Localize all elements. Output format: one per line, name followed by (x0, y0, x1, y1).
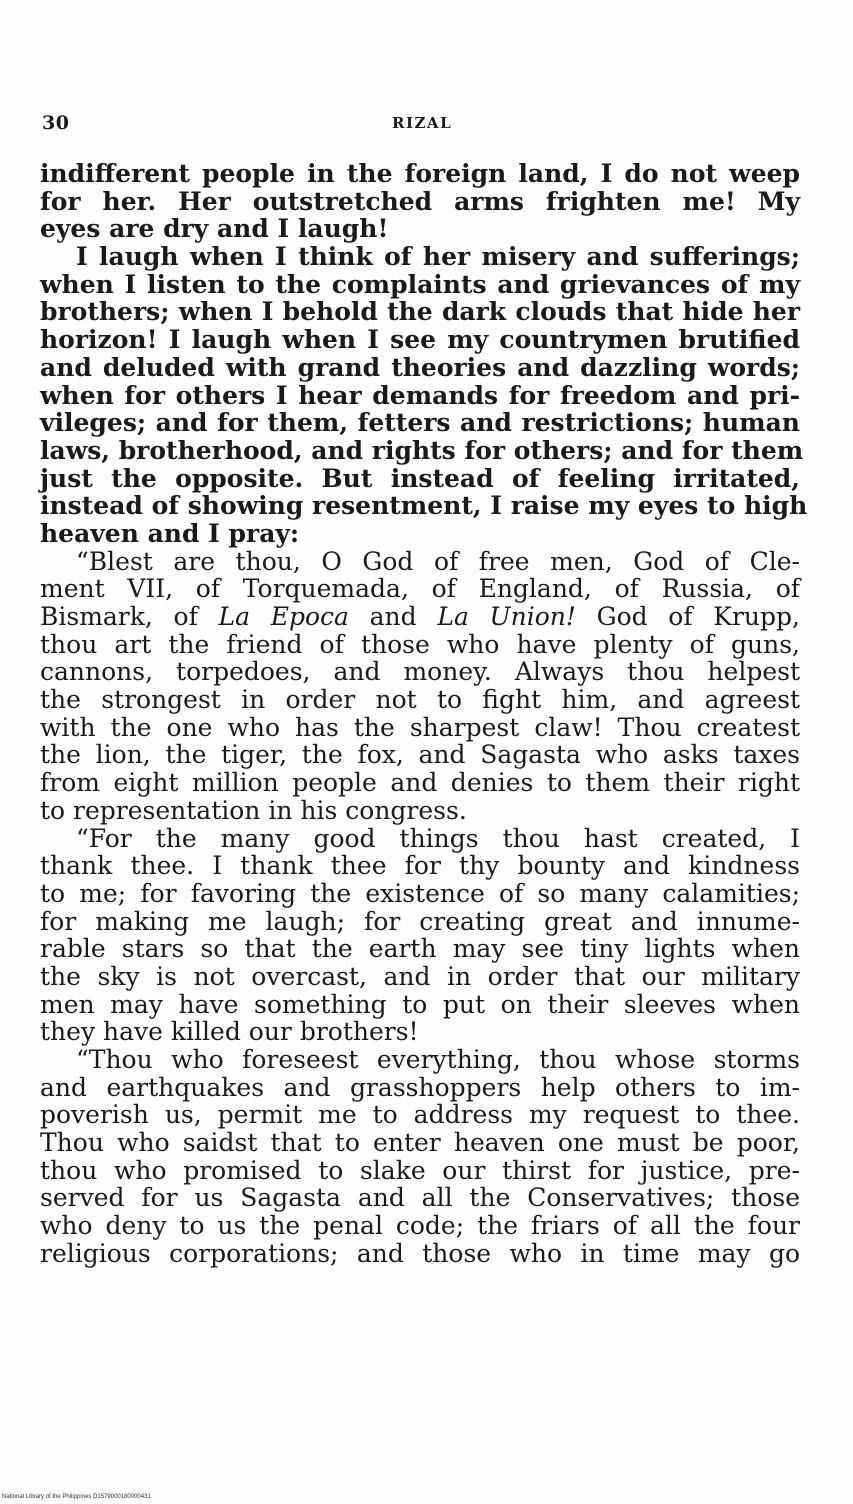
page-number: 30 (42, 112, 70, 134)
text-line: laws, brotherhood, and rights for others; and for them (40, 435, 804, 465)
text-line: they have killed our brothers! (40, 1017, 419, 1047)
text-line: thou art the friend of those who have plenty of guns, (40, 629, 800, 659)
text-line: eyes are dry and I laugh! (40, 214, 389, 244)
text-line: rable stars so that the earth may see tiny lights when (40, 934, 800, 964)
text-line: poverish us, permit me to address my request to thee. (40, 1100, 800, 1130)
text-line: cannons, torpedoes, and money. Always thou helpest (40, 657, 800, 687)
text-line: the lion, the tiger, the fox, and Sagasta who asks taxes (40, 740, 800, 770)
text-line: when for others I hear demands for freedom and pri- (40, 380, 800, 410)
text-line: for her. Her outstretched arms frighten me! My (40, 186, 800, 216)
scan-credit: National Library of the Philippines D1579000180000431 (2, 1494, 151, 1500)
text-line: who deny to us the penal code; the friars of all the four (40, 1211, 800, 1241)
paragraph (40, 825, 800, 1047)
text-line: instead of showing resentment, I raise my eyes to high (40, 491, 808, 521)
page-header (40, 112, 800, 140)
text-line: horizon! I laugh when I see my countrymen brutified (40, 325, 800, 355)
text-line: Bismark, of La Epoca and La Union! God of Krupp, (40, 602, 800, 631)
text-line: religious corporations; and those who in time may go (40, 1238, 800, 1268)
text-line: with the one who has the sharpest claw! Thou createst (40, 712, 800, 742)
text-line: I laugh when I think of her misery and sufferings; (76, 242, 800, 272)
text-line: Thou who saidst that to enter heaven one must be poor, (40, 1128, 800, 1158)
text-line: heaven and I pray: (40, 518, 300, 548)
paragraph (40, 1046, 800, 1268)
text-line: ment VII, of Torquemada, of England, of Russia, of (40, 574, 800, 604)
text-line: to representation in his congress. (40, 795, 467, 825)
text-line: thank thee. I thank thee for thy bounty and kindness (40, 851, 800, 881)
text-line: indifferent people in the foreign land, I do not weep (40, 159, 800, 188)
text-line: just the opposite. But instead of feeling irritated, (40, 463, 800, 493)
paragraph (40, 160, 800, 243)
text-line: and deluded with grand theories and dazzling words; (40, 352, 800, 382)
text-line: brothers; when I behold the dark clouds that hide her (40, 297, 800, 327)
text-line: men may have something to put on their sleeves when (40, 989, 800, 1019)
text-line: and earthquakes and grasshoppers help others to im- (40, 1072, 800, 1102)
text-line: served for us Sagasta and all the Conservatives; those (40, 1183, 800, 1213)
text-line: for making me laugh; for creating great and innume- (40, 906, 800, 936)
running-head: RIZAL (392, 114, 453, 132)
text-line: the sky is not overcast, and in order that our military (40, 961, 800, 991)
text-line: to me; for favoring the existence of so many calamities; (40, 878, 800, 908)
text-line: vileges; and for them, fetters and restrictions; human (40, 408, 800, 438)
text-line: when I listen to the complaints and grievances of my (40, 269, 800, 299)
body-text (40, 159, 808, 1268)
text-line: thou who promised to slake our thirst for justice, pre- (40, 1155, 800, 1185)
text-line: “Blest are thou, O God of free men, God of Cle- (76, 546, 800, 576)
text-line: from eight million people and denies to them their right (40, 768, 800, 798)
text-line: “For the many good things thou hast created, I (76, 823, 800, 853)
paragraph (40, 242, 808, 548)
text-line: the strongest in order not to fight him, and agreest (40, 685, 800, 715)
text-line: “Thou who foreseest everything, thou whose storms (76, 1045, 800, 1074)
paragraph (40, 548, 800, 825)
